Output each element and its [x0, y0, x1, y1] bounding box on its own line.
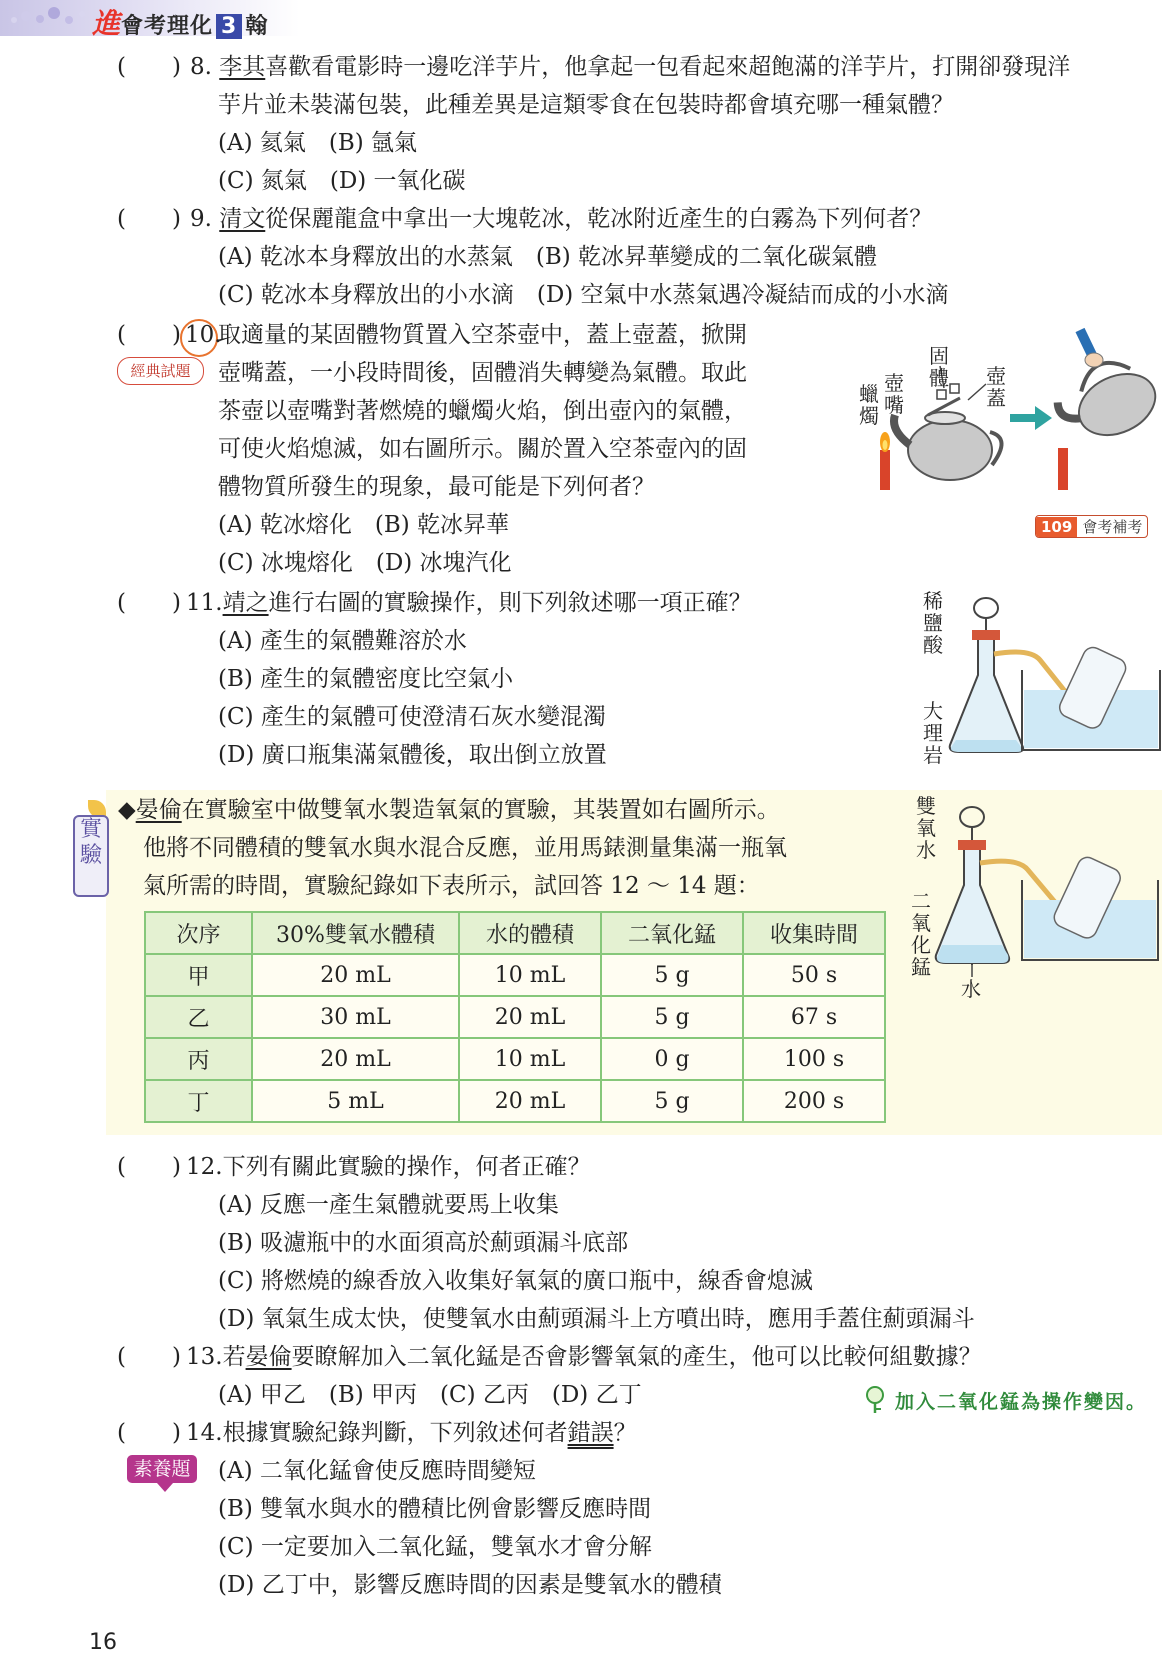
q14-option-b: (B) 雙氧水與水的體積比例會影響反應時間	[218, 1496, 652, 1522]
label-hydrogen-peroxide: 雙氧水	[916, 794, 936, 862]
q11-option-c: (C) 產生的氣體可使澄清石灰水變混濁	[218, 704, 606, 730]
table-header: 次序	[145, 912, 252, 954]
q14-option-a: (A) 二氧化錳會使反應時間變短	[218, 1458, 536, 1484]
label-solid: 固體	[929, 344, 949, 390]
table-cell: 甲	[145, 954, 252, 996]
table-cell: 0 g	[601, 1038, 743, 1080]
q12-option-d: (D) 氧氣生成太快，使雙氧水由薊頭漏斗上方噴出時，應用手蓋住薊頭漏斗	[218, 1306, 975, 1332]
candle-right	[1058, 448, 1068, 490]
q10-line5: 體物質所發生的現象，最可能是下列何者？	[218, 474, 655, 500]
exam-source-badge	[1035, 515, 1148, 538]
q9-number: 9.	[190, 206, 212, 232]
answer-blank[interactable]: ( )	[117, 322, 181, 348]
table-row	[145, 954, 885, 996]
q12-option-a: (A) 反應一產生氣體就要馬上收集	[218, 1192, 559, 1218]
q12-option-b: (B) 吸濾瓶中的水面須高於薊頭漏斗底部	[218, 1230, 629, 1256]
title-publisher: 翰	[245, 14, 269, 39]
q10-line3: 茶壺以壺嘴對著燃燒的蠟燭火焰，倒出壺內的氣體，	[218, 398, 747, 424]
table-header: 30%雙氧水體積	[252, 912, 459, 954]
q8-options-ab: (A) 氦氣 (B) 氬氣	[218, 130, 418, 156]
hint-key-icon	[865, 1385, 889, 1415]
q14-line1	[186, 1418, 637, 1448]
title-volume: 3	[216, 14, 242, 39]
q11-option-d: (D) 廣口瓶集滿氣體後，取出倒立放置	[218, 742, 607, 768]
q10-line2: 壺嘴蓋，一小段時間後，固體消失轉變為氣體。取此	[218, 360, 747, 386]
candle-left	[880, 450, 890, 490]
experiment-text1: 在實驗室中做雙氧水製造氧氣的實驗，其裝置如右圖所示。	[181, 797, 780, 823]
q9-stem: 從保麗龍盒中拿出一大塊乾冰，乾冰附近產生的白霧為下列何者？	[265, 206, 933, 232]
q11-number: 11.	[186, 590, 223, 616]
table-cell: 10 mL	[459, 954, 601, 996]
table-row	[145, 1038, 885, 1080]
q12-option-c: (C) 將燃燒的線香放入收集好氧氣的廣口瓶中，線香會熄滅	[218, 1268, 813, 1294]
co2-apparatus-figure	[920, 590, 1170, 765]
table-header: 二氧化錳	[601, 912, 743, 954]
table-cell: 20 mL	[459, 1080, 601, 1122]
q10-options-ab: (A) 乾冰熔化 (B) 乾冰昇華	[218, 512, 510, 538]
table-cell: 5 mL	[252, 1080, 459, 1122]
table-cell: 20 mL	[252, 954, 459, 996]
q11-stem: 進行右圖的實驗操作，則下列敘述哪一項正確？	[268, 590, 752, 616]
q13-options: (A) 甲乙 (B) 甲丙 (C) 乙丙 (D) 乙丁	[218, 1382, 642, 1408]
q13-name: 晏倫	[245, 1344, 292, 1370]
experiment-line2: 他將不同體積的雙氧水與水混合反應，並用馬錶測量集滿一瓶氧	[143, 835, 787, 861]
book-title	[92, 2, 268, 42]
table-header: 收集時間	[743, 912, 885, 954]
q14-stem-post: ？	[613, 1420, 637, 1446]
experiment-record-table	[144, 911, 886, 1123]
q14-stem-pre: 根據實驗紀錄判斷，下列敘述何者	[222, 1420, 568, 1446]
q14-stem-emphasis: 錯誤	[567, 1420, 614, 1446]
table-cell: 丙	[145, 1038, 252, 1080]
label-water: 水	[961, 977, 981, 1001]
q13-stem: 要瞭解加入二氧化錳是否會影響氧氣的產生，他可以比較何組數據？	[291, 1344, 982, 1370]
answer-blank[interactable]: ( )	[117, 206, 181, 232]
answer-blank[interactable]: ( )	[117, 1154, 181, 1180]
q11-option-a: (A) 產生的氣體難溶於水	[218, 628, 467, 654]
answer-blank[interactable]: ( )	[117, 590, 181, 616]
label-mno2: 二氧化錳	[911, 889, 931, 979]
experiment-line3: 氣所需的時間，實驗紀錄如下表所示，試回答 12 ～ 14 題：	[143, 873, 760, 899]
table-cell: 5 g	[601, 996, 743, 1038]
label-dilute-hcl: 稀鹽酸	[923, 589, 943, 657]
bullet-icon: ◆	[118, 797, 136, 823]
oxygen-apparatus-figure	[930, 795, 1162, 995]
q10-line1: 取適量的某固體物質置入空茶壺中，蓋上壺蓋，掀開	[218, 322, 747, 348]
experiment-line1	[118, 795, 780, 825]
table-row	[145, 1080, 885, 1122]
answer-blank[interactable]: ( )	[117, 1420, 181, 1446]
literacy-question-badge: 素養題	[127, 1455, 197, 1483]
title-main: 會考理化	[121, 14, 214, 39]
q9-options-ab: (A) 乾冰本身釋放出的水蒸氣 (B) 乾冰昇華變成的二氧化碳氣體	[218, 244, 878, 270]
q8-line1	[190, 52, 1070, 82]
q12-number: 12.	[186, 1154, 223, 1180]
table-cell: 丁	[145, 1080, 252, 1122]
q8-number: 8.	[190, 54, 212, 80]
exam-name: 會考補考	[1082, 518, 1143, 536]
table-header-row	[145, 912, 885, 954]
table-cell: 100 s	[743, 1038, 885, 1080]
answer-blank[interactable]: ( )	[117, 54, 181, 80]
q13-hint: 加入二氧化錳為操作變因。	[895, 1391, 1148, 1413]
title-jin: 進	[92, 7, 122, 40]
q9-options-cd: (C) 乾冰本身釋放出的小水滴 (D) 空氣中水蒸氣遇冷凝結而成的小水滴	[218, 282, 949, 308]
q10-number: 10.	[185, 322, 222, 348]
label-lid: 壺蓋	[986, 364, 1006, 410]
page-number: 16	[89, 1630, 117, 1655]
q8-stem1: 喜歡看電影時一邊吃洋芋片，他拿起一包看起來超飽滿的洋芋片，打開卻發現洋	[265, 54, 1071, 80]
badge-pointer-icon	[157, 1483, 173, 1492]
q13-line1	[186, 1342, 982, 1372]
table-cell: 20 mL	[459, 996, 601, 1038]
q10-line4: 可使火焰熄滅，如右圖所示。關於置入空茶壺內的固	[218, 436, 747, 462]
q13-pre: 若	[222, 1344, 246, 1370]
table-cell: 5 g	[601, 1080, 743, 1122]
q12-stem: 下列有關此實驗的操作，何者正確？	[222, 1154, 591, 1180]
label-marble: 大理岩	[923, 699, 943, 767]
table-row	[145, 996, 885, 1038]
q8-name: 李其	[219, 54, 266, 80]
classic-question-badge: 經典試題	[117, 357, 204, 385]
q11-option-b: (B) 產生的氣體密度比空氣小	[218, 666, 514, 692]
q11-name: 靖之	[222, 590, 269, 616]
q12-line1	[186, 1152, 591, 1182]
table-cell: 67 s	[743, 996, 885, 1038]
dots-decoration-icon	[6, 4, 96, 30]
answer-blank[interactable]: ( )	[117, 1344, 181, 1370]
label-candle: 蠟燭	[859, 382, 879, 428]
table-cell: 5 g	[601, 954, 743, 996]
table-cell: 10 mL	[459, 1038, 601, 1080]
q13-number: 13.	[186, 1344, 223, 1370]
table-cell: 乙	[145, 996, 252, 1038]
table-header: 水的體積	[459, 912, 601, 954]
experiment-name: 晏倫	[135, 797, 182, 823]
table-cell: 20 mL	[252, 1038, 459, 1080]
q14-number: 14.	[186, 1420, 223, 1446]
q9-name: 清文	[219, 206, 266, 232]
q8-options-cd: (C) 氮氣 (D) 一氧化碳	[218, 168, 466, 194]
q14-option-c: (C) 一定要加入二氧化錳，雙氧水才會分解	[218, 1534, 652, 1560]
q10-options-cd: (C) 冰塊熔化 (D) 冰塊汽化	[218, 550, 512, 576]
q8-stem2: 芋片並未裝滿包裝，此種差異是這類零食在包裝時都會填充哪一種氣體？	[218, 92, 954, 118]
table-cell: 200 s	[743, 1080, 885, 1122]
q9-line1	[190, 204, 932, 234]
q14-option-d: (D) 乙丁中，影響反應時間的因素是雙氧水的體積	[218, 1572, 722, 1598]
label-spout: 壺嘴	[884, 371, 904, 417]
experiment-tab: 實驗	[73, 815, 109, 897]
table-cell: 50 s	[743, 954, 885, 996]
q11-line1	[186, 588, 752, 618]
table-cell: 30 mL	[252, 996, 459, 1038]
exam-year: 109	[1036, 517, 1077, 537]
teapot-left	[908, 420, 992, 480]
